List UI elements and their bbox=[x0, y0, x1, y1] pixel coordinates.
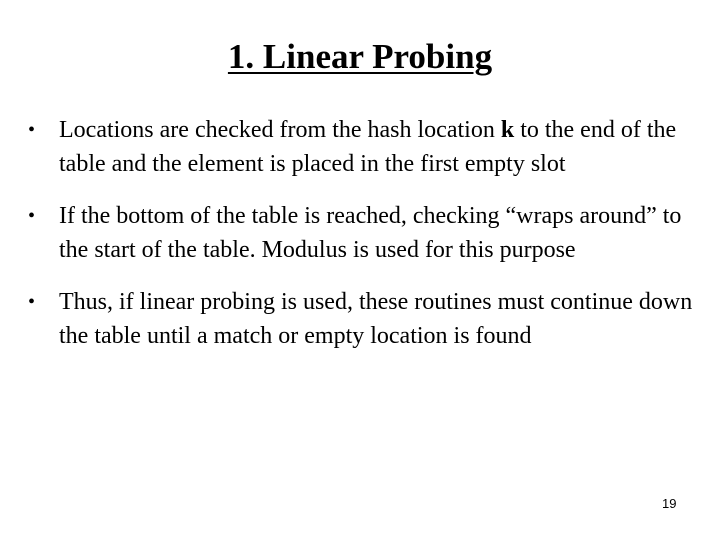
bullet-text-1-start: Locations are checked from the hash location bbox=[59, 117, 501, 143]
bullet-icon: • bbox=[28, 205, 36, 227]
bullet-icon: • bbox=[28, 119, 36, 141]
bullet-icon: • bbox=[28, 291, 36, 313]
slide-title: 1. Linear Probing bbox=[227, 37, 493, 76]
page-number: 19 bbox=[662, 496, 677, 511]
bullet-text-2: If the bottom of the table is reached, checking “wraps around” to the start of the table. Modulus is used for this purpose bbox=[59, 203, 682, 263]
bullet-item-2 bbox=[28, 200, 698, 267]
bullet-text-1-end: to the end of the table and the element is placed in the first empty slot bbox=[59, 117, 677, 177]
bullet-list bbox=[28, 114, 698, 372]
bullet-item-1 bbox=[28, 114, 698, 181]
bullet-text-3: Thus, if linear probing is used, these routines must continue down the table until a match or empty location is found bbox=[59, 289, 693, 349]
bullet-text-1-emphasis: k bbox=[500, 117, 515, 143]
bullet-item-3 bbox=[28, 286, 698, 353]
